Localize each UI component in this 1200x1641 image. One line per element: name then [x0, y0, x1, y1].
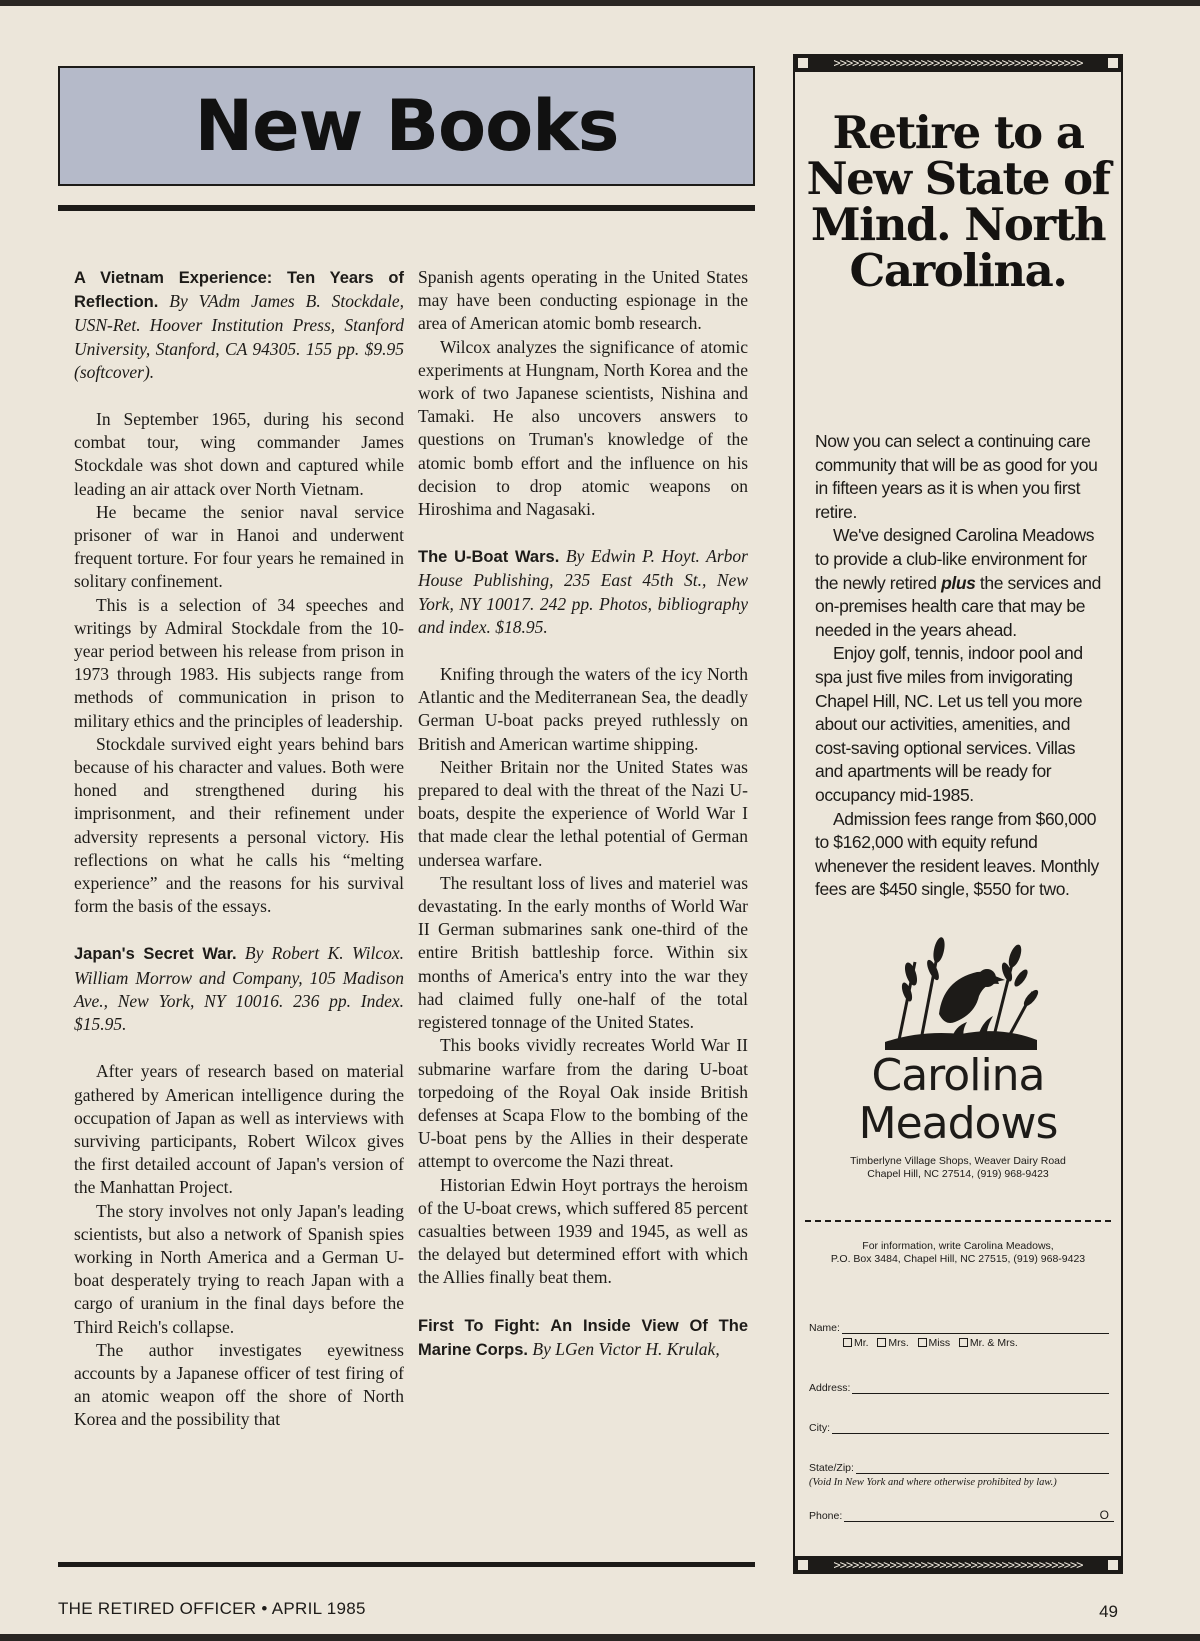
coupon-phone-field[interactable]: Phone: O — [809, 1508, 1109, 1522]
review-2-paragraph: Wilcox analyzes the significance of atomic experiments at Hungnam, North Korea and the work of two Japanese scientists, Nishina and Tamaki. He also uncovers answers to questions on Truman's knowledge of the atomic bomb effort and the influence on his decision to drop atomic weapons on Hiroshima and Nagasaki. — [418, 336, 748, 520]
title-rule — [58, 205, 755, 211]
article-column-1 — [74, 266, 404, 1432]
ad-bottom-stripe: >>>>>>>>>>>>>>>>>>>>>>>>>>>>>>>>>>>>>>>> — [795, 1556, 1121, 1574]
review-2-paragraph: The author investigates eyewitness accounts by a Japanese officer of test firing of an atomic weapon off the shore of North Korea and the possibility that — [74, 1339, 404, 1430]
review-4-byline: By LGen Victor H. Krulak, — [532, 1338, 720, 1359]
review-3-paragraph: The resultant loss of lives and materiel was devastating. In the early months of World War II German submarines sank one-third of the entire British battleship force. Within six months of America's entry into the war they had claimed fully one-half of the total registered tonnage of the United States. — [418, 872, 748, 1033]
publication-footer: THE RETIRED OFFICER • APRIL 1985 — [58, 1599, 366, 1618]
ad-paragraph: Admission fees range from $60,000 to $162,000 with equity refund whenever the resident leaves. Monthly fees are $450 single, $550 for two. — [815, 808, 1099, 900]
top-edge — [0, 0, 1200, 6]
void-note: (Void In New York and where otherwise prohibited by law.) — [809, 1477, 1057, 1488]
review-1-header — [74, 266, 404, 384]
review-4-title: First To Fight: An Inside View Of The Marine Corps. — [418, 1316, 748, 1359]
review-2-header — [74, 942, 404, 1036]
phone-mark: O — [1099, 1508, 1109, 1522]
review-3-paragraph: Historian Edwin Hoyt portrays the heroism of the U-boat crews, which suffered 85 percent casualties between 1939 and 1945, as well as the delayed but determined effort with which the Allies finally beat them. — [418, 1174, 748, 1288]
review-1-paragraph: Stockdale survived eight years behind bars because of his character and values. Both were honed and strengthened during his imprisonment, and their refinement under adversity represents a personal victory. His reflections on what he calls his “melting experience” and the reasons for his survival form the basis of the essays. — [74, 733, 404, 917]
review-2-byline: By Robert K. Wilcox. William Morrow and Company, 105 Madison Ave., New York, NY 10016. 236 pp. Index. $15.95. — [74, 943, 404, 1035]
section-title-box — [58, 66, 755, 186]
section-title: New Books — [194, 85, 619, 167]
review-4-header — [418, 1314, 748, 1362]
ad-body — [815, 430, 1107, 902]
review-1-paragraph: This is a selection of 34 speeches and writings by Admiral Stockdale from the 10-year period between his release from prison in 1973 through 1983. His subjects range from methods of communication in prison to military ethics and the principles of leadership. — [74, 594, 404, 731]
ad-paragraph: Enjoy golf, tennis, indoor pool and spa just five miles from invigorating Chapel Hill, NC. Let us tell you more about our activities, amenities, and cost-saving optional services. Villas and apartments will be ready for occupancy mid-1985. — [815, 643, 1083, 805]
carolina-meadows-logo-icon — [881, 922, 1041, 1050]
coupon-city-field[interactable]: City: — [809, 1422, 1109, 1434]
page-number: 49 — [1099, 1602, 1118, 1621]
article-column-2 — [418, 266, 748, 1362]
review-1-paragraph: He became the senior naval service prisoner of war in Hanoi and underwent frequent torture. For four years he remained in solitary confinement. — [74, 501, 404, 592]
checkbox-mr-mrs[interactable] — [959, 1338, 968, 1347]
review-2-paragraph: The story involves not only Japan's leading scientists, but also a network of Spanish spies working in North America and a German U-boat desperately trying to reach Japan with a cargo of uranium in the final days before the Third Reich's collapse. — [74, 1200, 404, 1337]
review-2-paragraph: Spanish agents operating in the United States may have been conducting espionage in the area of American atomic bomb research. — [418, 267, 748, 334]
review-3-header — [418, 545, 748, 639]
review-3-byline: By Edwin P. Hoyt. Arbor House Publishing, 235 East 45th St., New York, NY 10017. 242 pp. Photos, bibliography and index. $18.95. — [418, 546, 748, 637]
carolina-meadows-ad — [793, 54, 1123, 1574]
review-3-title: The U-Boat Wars. — [418, 548, 560, 567]
coupon-name-field[interactable]: Name: Mr. Mrs. Miss Mr. & Mrs. — [809, 1322, 1109, 1349]
ad-paragraph: Now you can select a continuing care community that will be as good for you in fifteen years as it is when you first retire. — [815, 431, 1098, 522]
review-3-paragraph: Knifing through the waters of the icy North Atlantic and the Mediterranean Sea, the deadly German U-boat packs preyed ruthlessly on British and American wartime shipping. — [418, 664, 748, 754]
coupon-state-zip-field[interactable]: State/Zip: (Void In New York and where otherwise prohibited by law.) — [809, 1462, 1109, 1488]
bottom-rule — [58, 1562, 755, 1567]
review-1-paragraph: In September 1965, during his second combat tour, wing commander James Stockdale was shot down and captured while leading an air attack over North Vietnam. — [74, 409, 404, 499]
checkbox-miss[interactable] — [918, 1338, 927, 1347]
review-2-paragraph: After years of research based on material gathered by American intelligence during the occupation of Japan as well as interviews with surviving participants, Robert Wilcox gives the first detailed account of Japan's version of the Manhattan Project. — [74, 1061, 404, 1198]
coupon-address-field[interactable]: Address: — [809, 1382, 1109, 1394]
ad-address: Timberlyne Village Shops, Weaver Dairy Road Chapel Hill, NC 27514, (919) 968-9423 — [850, 1155, 1066, 1180]
ad-headline: Retire to a New State of Mind. North Carolina. — [806, 106, 1110, 297]
coupon-cut-line — [805, 1220, 1111, 1222]
review-3-paragraph: This books vividly recreates World War II submarine warfare from the daring U-boat torpedoing of the Royal Oak inside British defenses at Scapa Flow to the bombing of the U-boat pens by the Allies in their desperate attempt to overcome the Nazi threat. — [418, 1035, 748, 1172]
ad-top-stripe: >>>>>>>>>>>>>>>>>>>>>>>>>>>>>>>>>>>>>>>> — [795, 54, 1121, 72]
review-3-paragraph: Neither Britain nor the United States was prepared to deal with the threat of the Nazi U-boats, despite the experience of World War I that made clear the lethal potential of German undersea warfare. — [418, 756, 748, 870]
ad-info-address: For information, write Carolina Meadows, P.O. Box 3484, Chapel Hill, NC 27515, (919) 968-9423 — [830, 1240, 1086, 1265]
ad-brand-name: Carolina Meadows — [858, 1050, 1058, 1149]
checkbox-mr[interactable] — [843, 1338, 852, 1347]
review-1-title: A Vietnam Experience: Ten Years of Reflection. — [74, 269, 404, 312]
ad-paragraph: We've designed Carolina Meadows to provide a club-like environment for the newly retired plus the services and on-premises health care that may be needed in the years ahead. — [815, 525, 1101, 640]
review-2-title: Japan's Secret War. — [74, 945, 237, 964]
bottom-edge — [0, 1634, 1200, 1641]
review-1-byline: By VAdm James B. Stockdale, USN-Ret. Hoover Institution Press, Stanford University, Stanford, CA 94305. 155 pp. $9.95 (softcover). — [74, 291, 405, 382]
title-checkboxes: Mr. Mrs. Miss Mr. & Mrs. — [809, 1337, 1109, 1349]
checkbox-mrs[interactable] — [877, 1338, 886, 1347]
